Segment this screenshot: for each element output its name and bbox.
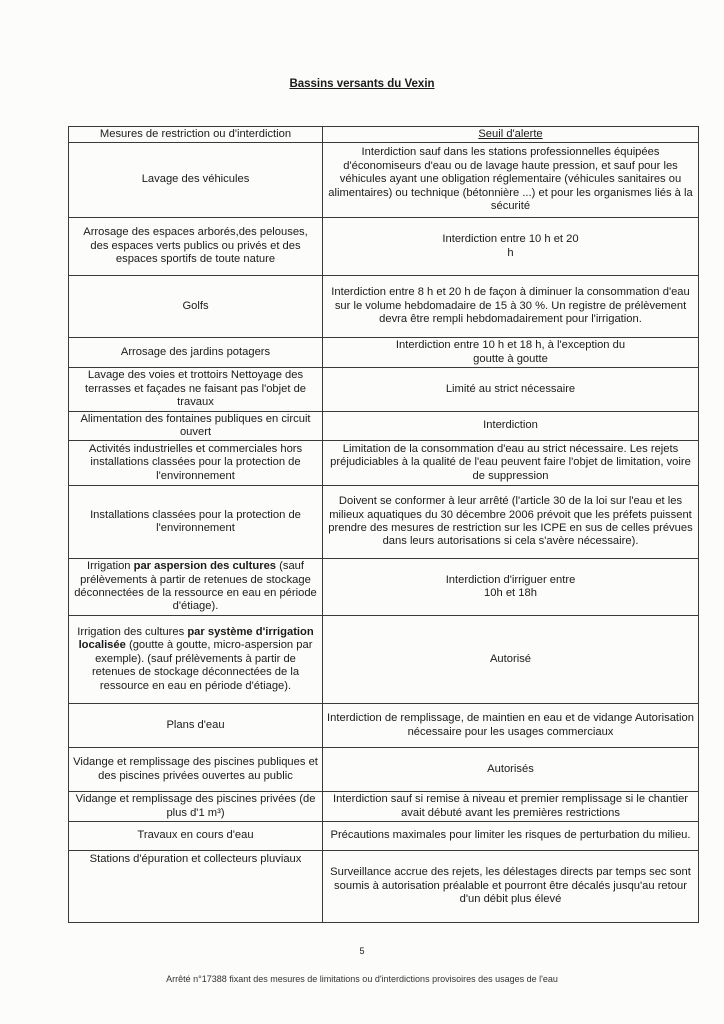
threshold-cell: Interdiction sauf si remise à niveau et premier remplissage si le chantier avait débuté avant les premières restrictions (323, 792, 699, 822)
table-row (69, 792, 699, 822)
table-header-row (69, 127, 699, 143)
page-title: Bassins versants du Vexin (289, 78, 435, 90)
measure-cell: Activités industrielles et commerciales hors installations classées pour la protection de l'environnement (69, 441, 323, 486)
table-row (69, 704, 699, 748)
measure-cell: Golfs (69, 276, 323, 338)
threshold-cell: Limité au strict nécessaire (323, 368, 699, 412)
table-row (69, 276, 699, 338)
threshold-cell: Autorisé (323, 616, 699, 704)
threshold-cell: Précautions maximales pour limiter les risques de perturbation du milieu. (323, 822, 699, 851)
threshold-cell: Interdiction d'irriguer entre 10h et 18h (323, 559, 699, 616)
measure-cell: Stations d'épuration et collecteurs pluviaux (69, 851, 323, 923)
table-row (69, 338, 699, 368)
threshold-cell: Autorisés (323, 748, 699, 792)
measure-cell: Arrosage des jardins potagers (69, 338, 323, 368)
measure-cell: Lavage des voies et trottoirs Nettoyage des terrasses et façades ne faisant pas l'objet de travaux (69, 368, 323, 412)
table-row (69, 822, 699, 851)
table-row (69, 368, 699, 412)
threshold-cell: Doivent se conformer à leur arrêté (l'article 30 de la loi sur l'eau et les milieux aquatiques du 30 décembre 2006 prévoit que les préfets puissent prendre des mesures de restriction sur les ICPE en sus de celles prévues dans leurs autorisations si cela s'avère nécessaire). (323, 486, 699, 559)
table-row (69, 441, 699, 486)
table-row (69, 412, 699, 441)
measure-cell: Plans d'eau (69, 704, 323, 748)
threshold-cell: Surveillance accrue des rejets, les délestages directs par temps sec sont soumis à autorisation préalable et pourront être décalés jusqu'au retour d'un débit plus élevé (323, 851, 699, 923)
threshold-cell: Interdiction entre 10 h et 20 h (323, 218, 699, 276)
threshold-cell: Interdiction entre 10 h et 18 h, à l'exception du goutte à goutte (323, 338, 699, 368)
column-header-measures: Mesures de restriction ou d'interdiction (69, 127, 323, 143)
table-row (69, 143, 699, 218)
measure-cell: Installations classées pour la protection de l'environnement (69, 486, 323, 559)
measure-cell: Lavage des véhicules (69, 143, 323, 218)
table-row (69, 851, 699, 923)
measure-cell: Irrigation des cultures par système d'irrigation localisée (goutte à goutte, micro-aspersion par exemple). (sauf prélèvements à partir de retenues de stockage déconnectées de la ressource en eau en période d'étiage). (69, 616, 323, 704)
measure-cell: Vidange et remplissage des piscines privées (de plus d'1 m³) (69, 792, 323, 822)
table-row (69, 616, 699, 704)
column-header-threshold: Seuil d'alerte (323, 127, 699, 143)
measure-cell: Vidange et remplissage des piscines publiques et des piscines privées ouvertes au public (69, 748, 323, 792)
table-row (69, 218, 699, 276)
restrictions-table (68, 126, 699, 923)
table-row (69, 748, 699, 792)
threshold-cell: Interdiction de remplissage, de maintien en eau et de vidange Autorisation nécessaire pour les usages commerciaux (323, 704, 699, 748)
table-row (69, 559, 699, 616)
page-footer: Arrêté n°17388 fixant des mesures de limitations ou d'interdictions provisoires des usages de l'eau (166, 974, 558, 984)
measure-cell: Travaux en cours d'eau (69, 822, 323, 851)
threshold-cell: Limitation de la consommation d'eau au strict nécessaire. Les rejets préjudiciables à la qualité de l'eau peuvent faire l'objet de limitation, voire de suppression (323, 441, 699, 486)
measure-cell: Irrigation par aspersion des cultures (sauf prélèvements à partir de retenues de stockage déconnectées de la ressource en eau en période d'étiage). (69, 559, 323, 616)
threshold-cell: Interdiction (323, 412, 699, 441)
measure-cell: Alimentation des fontaines publiques en circuit ouvert (69, 412, 323, 441)
threshold-cell: Interdiction sauf dans les stations professionnelles équipées d'économiseurs d'eau ou de lavage haute pression, et sauf pour les véhicules ayant une obligation réglementaire (véhicules sanitaires ou alimentaires) ou technique (bétonnière ...) et pour les organismes liés à la sécurité (323, 143, 699, 218)
measure-cell: Arrosage des espaces arborés,des pelouses, des espaces verts publics ou privés et des espaces sportifs de toute nature (69, 218, 323, 276)
table-row (69, 486, 699, 559)
threshold-cell: Interdiction entre 8 h et 20 h de façon à diminuer la consommation d'eau sur le volume hebdomadaire de 15 à 30 %. Un registre de prélèvement devra être rempli hebdomadairement pour l'irrigation. (323, 276, 699, 338)
page-number: 5 (359, 946, 365, 956)
